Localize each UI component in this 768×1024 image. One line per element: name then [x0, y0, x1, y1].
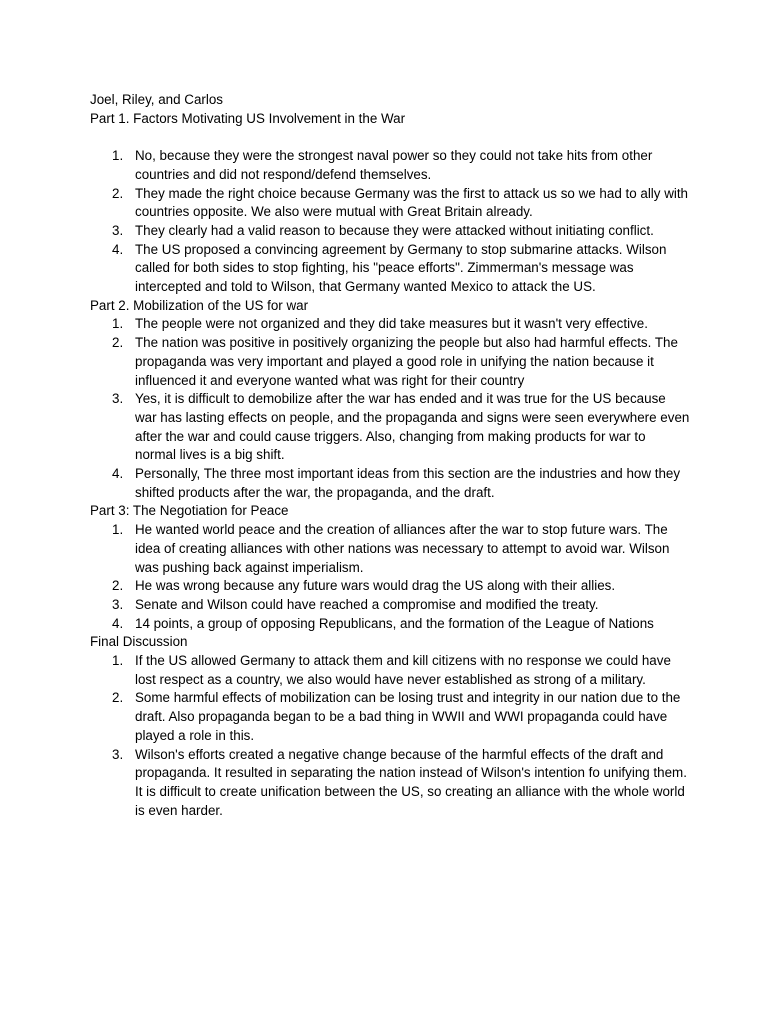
list-item-number: 4. [112, 466, 124, 482]
list-item-text: The US proposed a convincing agreement by Germany to stop submarine attacks. Wilson called for both sides to stop fighting, his "peace efforts". Zimmerman's message was intercepted and told to Wilson, that Germany wanted Mexico to attack the US. [135, 241, 667, 295]
list-item-text: He wanted world peace and the creation of alliances after the war to stop future wars. The idea of creating alliances with other nations was necessary to attempt to avoid war. Wilson was pushing back against imperialism. [135, 522, 670, 575]
list-item-text: They made the right choice because Germany was the first to attack us so we had to ally with countries opposite. We also were mutual with Great Britain already. [135, 185, 689, 220]
section-heading-part-2: Part 2. Mobilization of the US for war [90, 297, 309, 313]
list-item-number: 4. [112, 241, 124, 257]
list-item [90, 521, 690, 577]
question-list-final-discussion [90, 652, 690, 820]
document-page [90, 91, 690, 820]
list-item-number: 1. [112, 653, 124, 669]
question-list-part-3 [90, 521, 690, 633]
list-item [90, 185, 690, 222]
list-item-text: No, because they were the strongest naval power so they could not take hits from other countries and did not respond/defend themselves. [135, 148, 653, 182]
list-item [90, 689, 690, 745]
list-item-number: 3. [112, 746, 124, 762]
list-item-text: He was wrong because any future wars would drag the US along with their allies. [135, 578, 616, 594]
list-item-number: 2. [112, 578, 124, 594]
list-item [90, 390, 690, 465]
list-item-number: 2. [112, 335, 124, 351]
list-item [90, 222, 690, 241]
list-item-number: 3. [112, 222, 124, 238]
section-heading-part-1: Part 1. Factors Motivating US Involvement in the War [90, 110, 406, 126]
authors-line: Joel, Riley, and Carlos [90, 92, 223, 107]
list-item-text: 14 points, a group of opposing Republicans, and the formation of the League of Nations [135, 615, 654, 631]
list-item-text: The nation was positive in positively organizing the people but also had harmful effects. The propaganda was very important and played a good role in unifying the nation because it influenced it and everyone wanted what was right for their country [135, 335, 678, 388]
list-item-number: 1. [112, 148, 124, 164]
list-item-text: They clearly had a valid reason to because they were attacked without initiating conflict. [135, 222, 654, 238]
list-item-text: The people were not organized and they did take measures but it wasn't very effective. [135, 316, 648, 332]
list-item-text: Senate and Wilson could have reached a compromise and modified the treaty. [135, 596, 599, 612]
list-item-number: 2. [112, 185, 124, 201]
list-item-number: 3. [112, 596, 124, 612]
list-item-text: Personally, The three most important ideas from this section are the industries and how they shifted products after the war, the propaganda, and the draft. [135, 466, 681, 500]
list-item-text: Yes, it is difficult to demobilize after the war has ended and it was true for the US because war has lasting effects on people, and the propaganda and signs were seen everywhere even after the war and could cause triggers. Also, changing from making products for war to normal lives is a big shift. [135, 391, 690, 463]
list-item-text: Some harmful effects of mobilization can be losing trust and integrity in our nation due to the draft. Also propaganda began to be a bad thing in WWII and WWI propaganda could have played a role in this. [135, 690, 681, 743]
list-item-text: If the US allowed Germany to attack them and kill citizens with no response we could have lost respect as a country, we also would have never established as strong of a military. [135, 653, 671, 687]
question-list-part-2 [90, 315, 690, 502]
question-list-part-1 [90, 147, 690, 297]
list-item-number: 1. [112, 522, 124, 538]
list-item [90, 334, 690, 390]
section-heading-final-discussion: Final Discussion [90, 634, 188, 650]
list-item-number: 2. [112, 690, 124, 706]
section-heading-part-3: Part 3: The Negotiation for Peace [90, 503, 289, 519]
list-item-number: 3. [112, 391, 124, 407]
list-item [90, 465, 690, 502]
list-item [90, 746, 690, 821]
list-item-text: Wilson's efforts created a negative change because of the harmful effects of the draft and propaganda. It resulted in separating the nation instead of Wilson's intention fo unifying them. It is difficult to create unification between the US, so creating an alliance with the whole world is even harder. [135, 746, 687, 818]
list-item [90, 147, 690, 184]
list-item [90, 315, 690, 334]
list-item [90, 615, 690, 634]
list-item-number: 4. [112, 615, 124, 631]
list-item [90, 596, 690, 615]
list-item-number: 1. [112, 316, 124, 332]
list-item [90, 241, 690, 297]
list-item [90, 577, 690, 596]
list-item [90, 652, 690, 689]
